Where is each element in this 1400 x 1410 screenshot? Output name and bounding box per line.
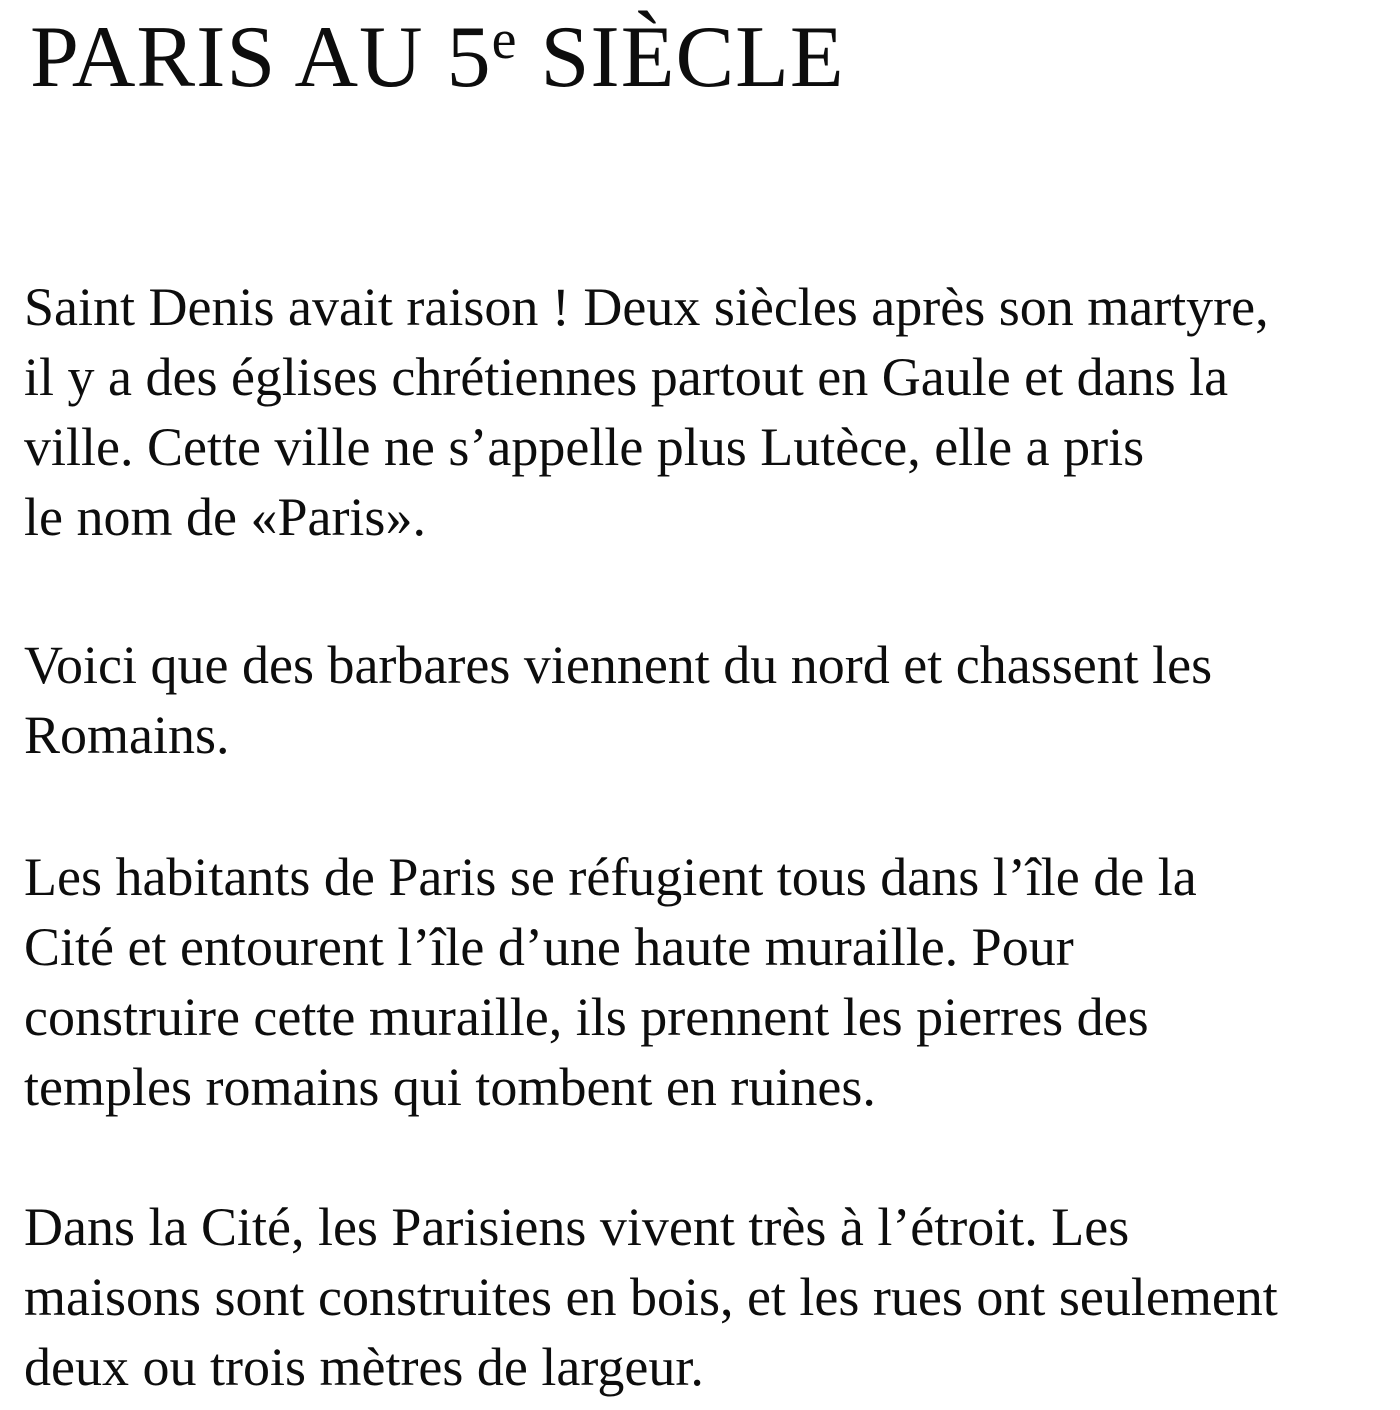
text-line: il y a des églises chrétiennes partout en Gaule et dans la [24, 347, 1229, 407]
text-line: temples romains qui tombent en ruines. [24, 1057, 876, 1117]
text-line: Romains. [24, 705, 230, 765]
page-title [30, 9, 845, 106]
text-line: Saint Denis avait raison ! Deux siècles après son martyre, [24, 277, 1269, 337]
text-line: Les habitants de Paris se réfugient tous dans l’île de la [24, 847, 1197, 907]
text-line: Cité et entourent l’île d’une haute muraille. Pour [24, 917, 1074, 977]
text-line: Dans la Cité, les Parisiens vivent très à l’étroit. Les [24, 1197, 1130, 1257]
text-line: maisons sont construites en bois, et les rues ont seulement [24, 1267, 1278, 1327]
text-line: deux ou trois mètres de largeur. [24, 1337, 704, 1397]
title-suffix: SIÈCLE [517, 9, 845, 106]
paragraph-saint-denis [24, 272, 1269, 552]
title-superscript: e [491, 9, 518, 71]
text-line: construire cette muraille, ils prennent les pierres des [24, 987, 1149, 1047]
text-line: ville. Cette ville ne s’appelle plus Lutèce, elle a pris [24, 417, 1145, 477]
text-line: Voici que des barbares viennent du nord et chassent les [24, 635, 1213, 695]
paragraph-cite [24, 1192, 1278, 1402]
paragraph-habitants [24, 842, 1197, 1122]
paragraph-barbares [24, 630, 1212, 770]
title-prefix: PARIS AU 5 [30, 9, 492, 106]
text-line: le nom de «Paris». [24, 487, 426, 547]
